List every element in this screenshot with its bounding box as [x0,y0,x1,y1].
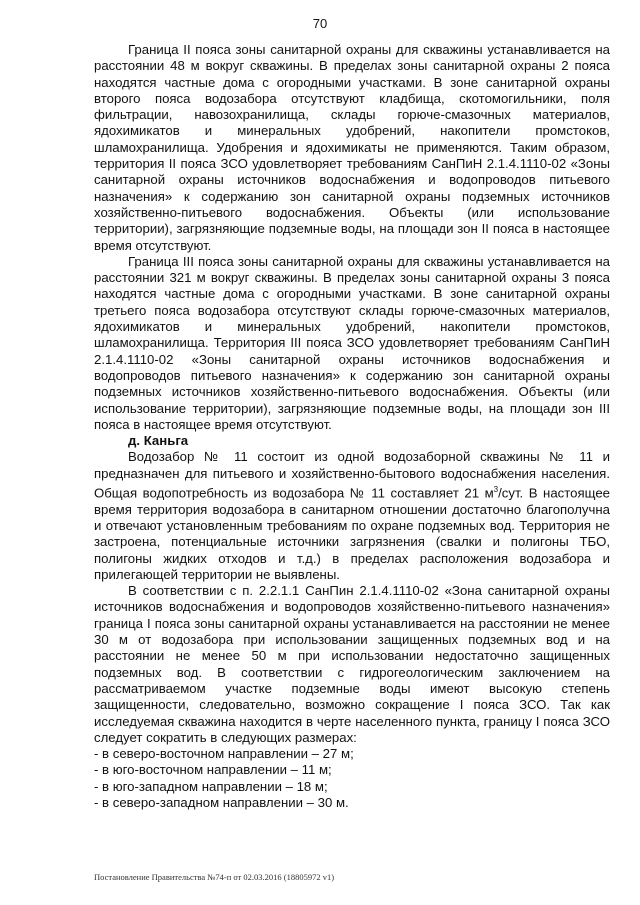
paragraph-water-intake-part1: Водозабор № 11 состоит из одной водозаборной скважины № 11 и предназначен для питьевого и хозяйственно-бытового водоснабжения населения. Общая водопотребность из водозабора № 11 составляет 21 м [94,449,610,501]
section-heading: д. Каньга [128,433,189,449]
list-item-southeast: - в юго-восточном направлении – 11 м; [94,762,332,778]
list-item-southwest: - в юго-западном направлении – 18 м; [94,778,328,794]
paragraph-water-intake [94,449,610,583]
page-number: 70 [312,16,328,31]
paragraph-sanpin: В соответствии с п. 2.2.1.1 СанПин 2.1.4.1110-02 «Зона санитарной охраны источников водоснабжения и водопроводов хозяйственно-питьевого назначения» граница I пояса зоны санитарной охраны устанавливается на расстоянии не менее 30 м от водозабора при использовании защищенных подземных вод и на расстоянии не менее 50 м при использовании недостаточно защищенных подземных вод. В соответствии с гидрогеологическим заключением на рассматриваемом участке подземные воды имеют высокую степень защищенности, следовательно, возможно сокращение I пояса ЗСО. Так как исследуемая скважина находится в черте населенного пункта, границу I пояса ЗСО следует сократить в следующих размерах: [94,583,610,745]
list-item-northeast: - в северо-восточном направлении – 27 м; [94,746,354,762]
superscript-3: 3 [493,485,499,495]
paragraph-zone-2: Граница II пояса зоны санитарной охраны для скважины устанавливается на расстоянии 48 м вокруг скважины. В пределах зоны санитарной охраны 2 пояса находятся частные дома с огородными участками. В зоне санитарной охраны второго пояса водозабора отсутствуют кладбища, скотомогильники, поля фильтрации, навозохранилища, склады горюче-смазочных материалов, ядохимикатов и минеральных удобрений, накопители промстоков, шламохранилища. Удобрения и ядохимикаты не применяются. Таким образом, территория II пояса ЗСО удовлетворяет требованиям СанПиН 2.1.4.1110-02 «Зоны санитарной охраны источников водоснабжения и водопроводов питьевого назначения» к содержанию зон санитарной охраны подземных источников хозяйственно-питьевого водоснабжения. Объекты (или использование территории), загрязняющие подземные воды, на площади зон II пояса в настоящее время отсутствуют. [94,42,610,253]
paragraph-zone-3: Граница III пояса зоны санитарной охраны для скважины устанавливается на расстоянии 321 м вокруг скважины. В пределах зоны санитарной охраны 3 пояса находятся частные дома с огородными участками. В зоне санитарной охраны третьего пояса водозабора отсутствуют склады горюче-смазочных материалов, ядохимикатов и минеральных удобрений, накопители промстоков, шламохранилища. Территория III пояса ЗСО удовлетворяет требованиям СанПиН 2.1.4.1110-02 «Зоны санитарной охраны источников водоснабжения и водопроводов питьевого назначения» к содержанию зон санитарной охраны подземных источников хозяйственно-питьевого водоснабжения. Объекты (или использование территории), загрязняющие подземные воды, на площади зон III пояса в настоящее время отсутствуют. [94,253,610,432]
paragraph-water-intake-part2: /сут. В настоящее время территория водозабора в санитарном отношении достаточно благополучна и отвечают установленным требованиям по охране подземных вод. Территория не застроена, потенциальные источники загрязнения (свалки и полигоны ТБО, полигоны жидких отходов и т.д.) в пределах расположения водозабора и прилегающей территории не выявлены. [94,485,611,582]
document-body [94,42,610,811]
list-item-northwest: - в северо-западном направлении – 30 м. [94,795,349,811]
direction-list [94,746,610,811]
footer-note: Постановление Правительства №74-п от 02.03.2016 (18805972 v1) [94,872,335,882]
